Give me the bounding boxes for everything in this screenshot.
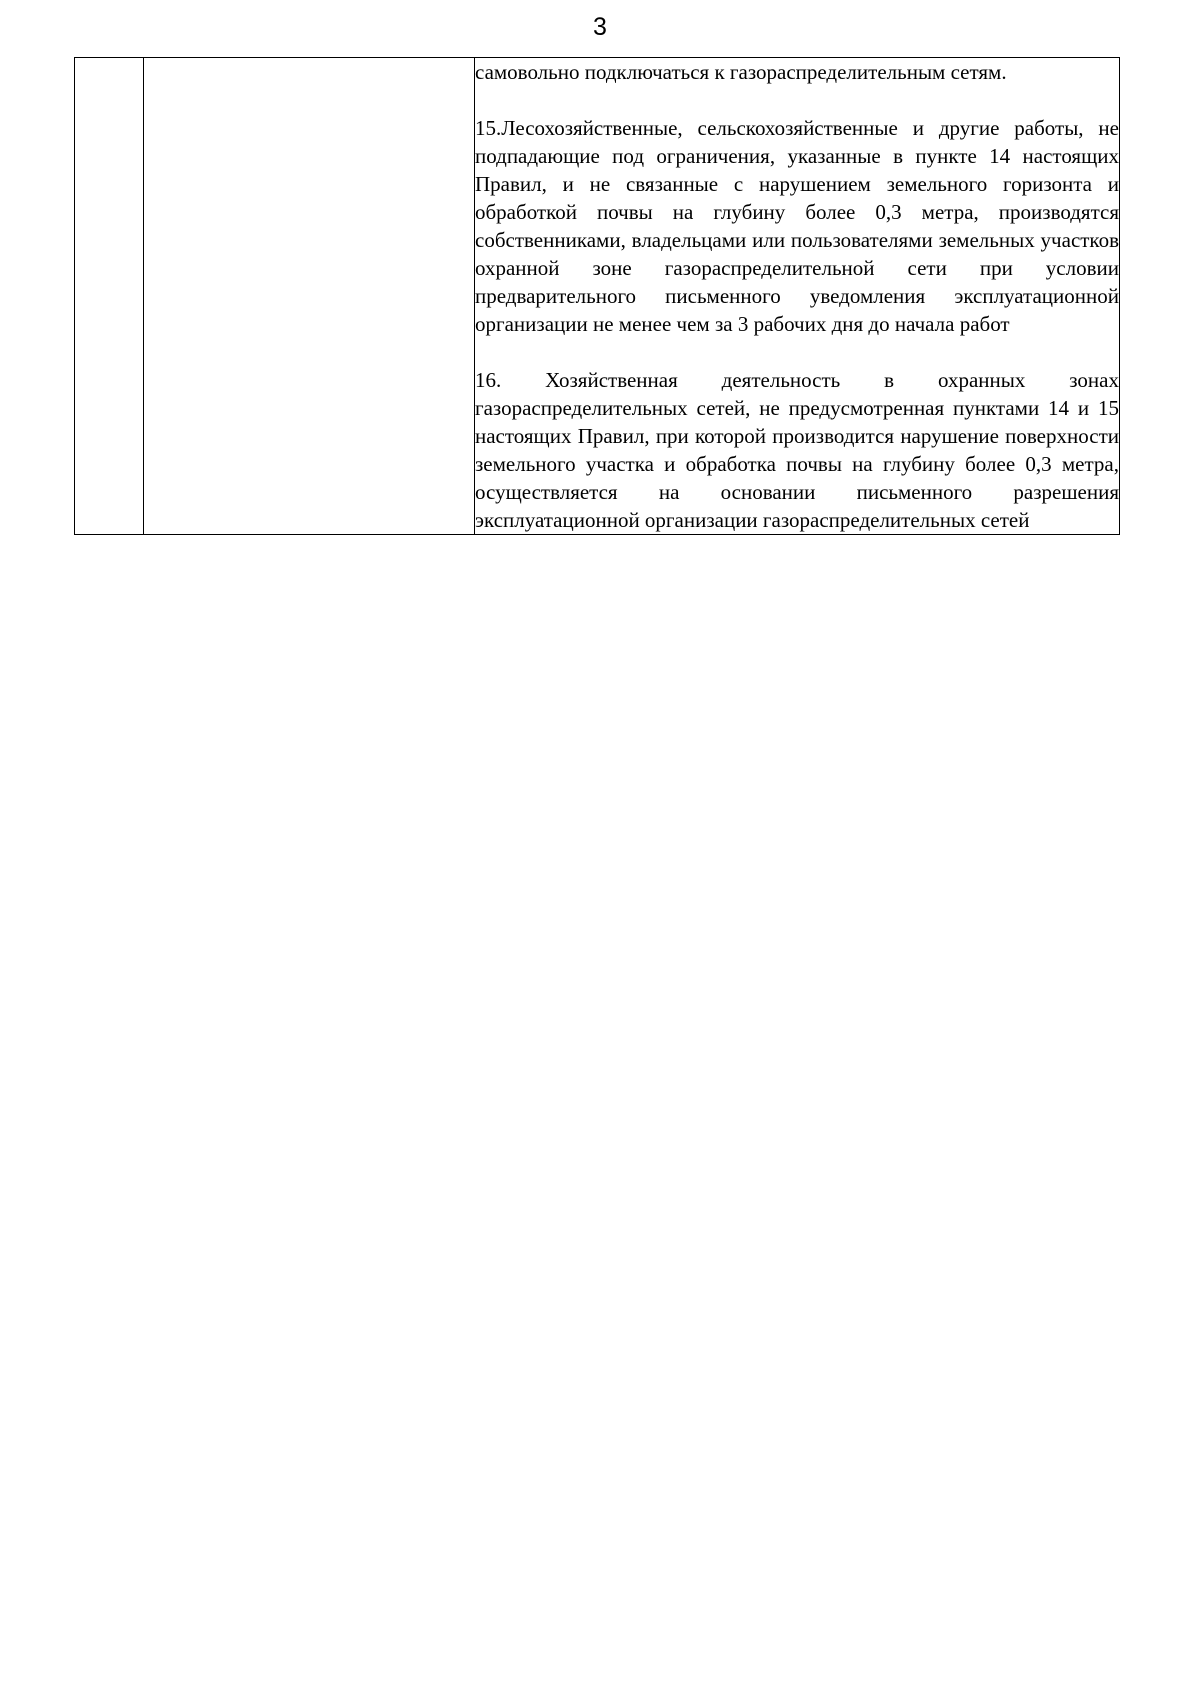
paragraph-continuation: самовольно подключаться к газораспределительным сетям. xyxy=(475,60,1007,84)
table-row xyxy=(75,58,1120,535)
document-table xyxy=(74,57,1120,535)
paragraph-item-16: 16. Хозяйственная деятельность в охранных зонах газораспределительных сетей, не предусмотренная пунктами 14 и 15 настоящих Правил, при которой производится нарушение поверхности земельного участка и обработка почвы на глубину более 0,3 метра, осуществляется на основании письменного разрешения эксплуатационной организации газораспределительных сетей xyxy=(475,368,1119,532)
table-cell-text xyxy=(475,58,1120,535)
page-number: 3 xyxy=(593,13,607,41)
paragraph-item-15: 15.Лесохозяйственные, сельскохозяйственные и другие работы, не подпадающие под ограничения, указанные в пункте 14 настоящих Правил, и не связанные с нарушением земельного горизонта и обработкой почвы на глубину более 0,3 метра, производятся собственниками, владельцами или пользователями земельных участков охранной зоне газораспределительной сети при условии предварительного письменного уведомления эксплуатационной организации не менее чем за 3 рабочих дня до начала работ xyxy=(475,116,1119,336)
table-cell-middle xyxy=(144,58,475,535)
table-cell-number xyxy=(75,58,144,535)
